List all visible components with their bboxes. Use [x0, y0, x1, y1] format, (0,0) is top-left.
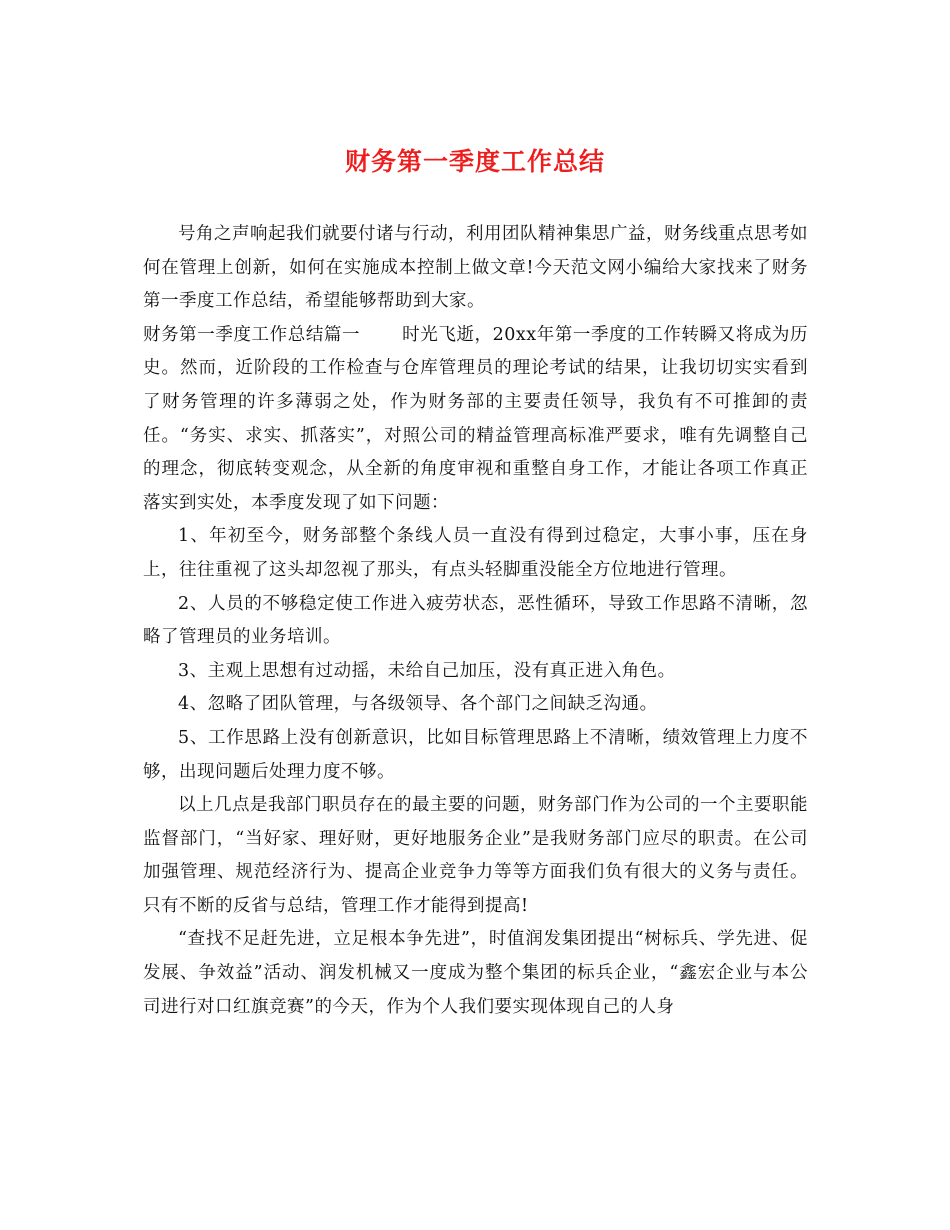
point-item-5: 5、工作思路上没有创新意识，比如目标管理思路上不清晰，绩效管理上力度不够，出现问题后处理力度不够。: [143, 727, 808, 782]
section-opening: 时光飞逝，20xx年第一季度的工作转瞬又将成为历史。然而，近阶段的工作检查与仓库管理员的理论考试的结果，让我切切实实看到了财务管理的许多薄弱之处，作为财务部的主要责任领导，我负有不可推卸的责任。“务实、求实、抓落实”，对照公司的精益管理高标准严要求，唯有先调整自己的理念，彻底转变观念，从全新的角度审视和重整自身工作，才能让各项工作真正落实到实处，本季度发现了如下问题：: [143, 324, 808, 513]
document-body: [143, 218, 808, 1024]
point-item-4: 4、忽略了团队管理，与各级领导、各个部门之间缺乏沟通。: [178, 694, 658, 715]
closing-paragraph: “查找不足赶先进，立足根本争先进”，时值润发集团提出“树标兵、学先进、促发展、争效益”活动、润发机械又一度成为整个集团的标兵企业，“鑫宏企业与本公司进行对口红旗竞赛”的今天，作为个人我们要实现体现自己的人身: [143, 929, 808, 1017]
point-item-2: 2、人员的不够稳定使工作进入疲劳状态，恶性循环，导致工作思路不清晰，忽略了管理员的业务培训。: [143, 593, 808, 648]
point-item-1: 1、年初至今，财务部整个条线人员一直没有得到过稳定，大事小事，压在身上，往往重视了这头却忽视了那头，有点头轻脚重没能全方位地进行管理。: [143, 526, 808, 580]
point-item-3: 3、主观上思想有过动摇，未给自己加压，没有真正进入角色。: [178, 660, 676, 681]
document-title: 财务第一季度工作总结: [344, 147, 605, 176]
intro-paragraph: 号角之声响起我们就要付诸与行动，利用团队精神集思广益，财务线重点思考如何在管理上创新，如何在实施成本控制上做文章!今天范文网小编给大家找来了财务第一季度工作总结，希望能够帮助到大家。: [143, 224, 808, 312]
section-paragraph: [143, 319, 808, 521]
summary-paragraph: 以上几点是我部门职员存在的最主要的问题，财务部门作为公司的一个主要职能监督部门，“当好家、理好财，更好地服务企业”是我财务部门应尽的职责。在公司加强管理、规范经济行为、提高企业竞争力等等方面我们负有很大的义务与责任。只有不断的反省与总结，管理工作才能得到提高!: [143, 795, 808, 916]
section-heading: 财务第一季度工作总结篇一: [143, 324, 361, 345]
